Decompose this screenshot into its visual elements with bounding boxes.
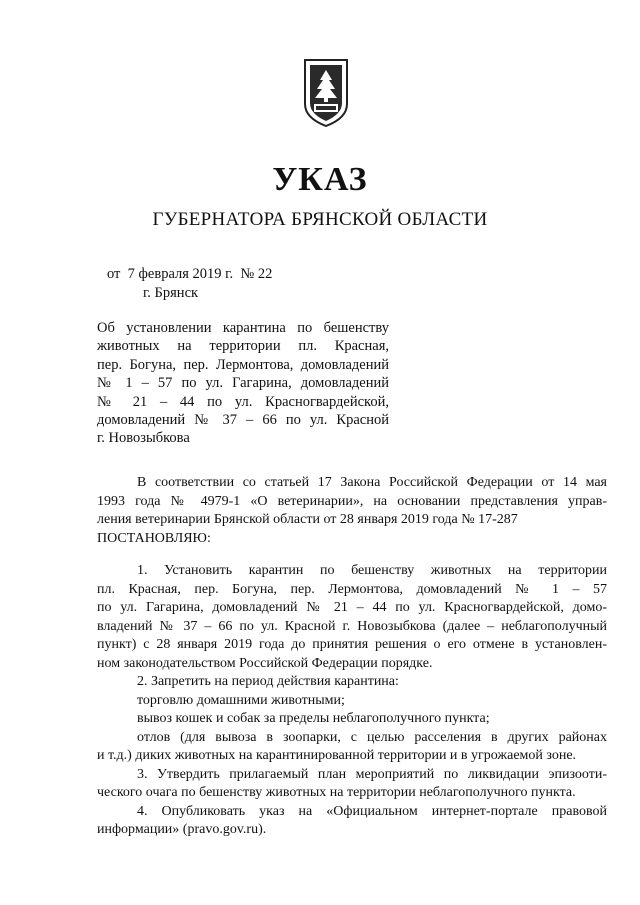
coat-of-arms-icon [302, 58, 350, 128]
resolution-word: ПОСТАНОВЛЯЮ: [97, 530, 211, 546]
preamble-line: ления ветеринарии Брянской области от 28 января 2019 года № 17-287 [97, 512, 518, 527]
item-line: торговлю домашними животными; [137, 692, 345, 708]
item-4 [97, 803, 607, 840]
subject-line: № 21 – 44 по ул. Красногвардейской, [97, 393, 389, 410]
decree-subject [97, 319, 389, 448]
subject-line: домовладений № 37 – 66 по ул. Красной [97, 412, 389, 429]
item-line: пл. Красная, пер. Богуна, пер. Лермонтова, домовладений № 1 – 57 [97, 581, 607, 597]
item-line: 3. Утвердить прилагаемый план мероприятий по ликвидации эпизооти- [137, 766, 607, 782]
city: г. Брянск [143, 285, 199, 301]
item-line: пункт) с 28 января 2019 года до принятия решения о его отмене в установлен- [97, 637, 607, 652]
item-line: по ул. Гагарина, домовладений № 21 – 44 по ул. Красногвардейской, домо- [97, 600, 607, 615]
subject-line: пер. Богуна, пер. Лермонтова, домовладений [97, 356, 389, 373]
date-and-number: от 7 февраля 2019 г. № 22 [107, 266, 273, 282]
item-1 [97, 562, 607, 673]
item-line: вывоз кошек и собак за пределы неблагополучного пункта; [137, 711, 490, 726]
item-line: ном законодательством Российской Федерации порядке. [97, 655, 433, 671]
item-2 [97, 673, 607, 766]
subject-line: Об установлении карантина по бешенству [97, 320, 389, 336]
preamble-line: 1993 года № 4979-1 «О ветеринарии», на основании представления управ- [97, 493, 607, 509]
item-line: владений № 37 – 66 по ул. Красной г. Новозыбкова (далее – неблагополучный [97, 618, 607, 634]
item-3 [97, 766, 607, 803]
subject-line: г. Новозыбкова [97, 430, 190, 447]
item-line: ческого очага по бешенству животных на территории неблагополучного пункта. [97, 785, 576, 800]
item-line: отлов (для вывоза в зоопарки, с целью расселения в других районах [137, 729, 607, 745]
decree-body [97, 474, 607, 840]
subject-line: № 1 – 57 по ул. Гагарина, домовладений [97, 375, 389, 392]
document-title: УКАЗ [272, 161, 368, 198]
document-issuer: ГУБЕРНАТОРА БРЯНСКОЙ ОБЛАСТИ [152, 209, 488, 230]
preamble [97, 474, 607, 548]
item-line: и т.д.) диких животных на карантинированной территории и в угрожаемой зоне. [97, 748, 577, 763]
item-line: 4. Опубликовать указ на «Официальном интернет-портале правовой [137, 803, 607, 819]
preamble-line: В соответствии со статьей 17 Закона Российской Федерации от 14 мая [137, 475, 607, 490]
subject-line: животных на территории пл. Красная, [97, 338, 389, 355]
item-line: 1. Установить карантин по бешенству животных на территории [137, 563, 607, 578]
item-line: информации» (pravo.gov.ru). [97, 822, 267, 837]
item-line: 2. Запретить на период действия карантина: [137, 674, 399, 689]
